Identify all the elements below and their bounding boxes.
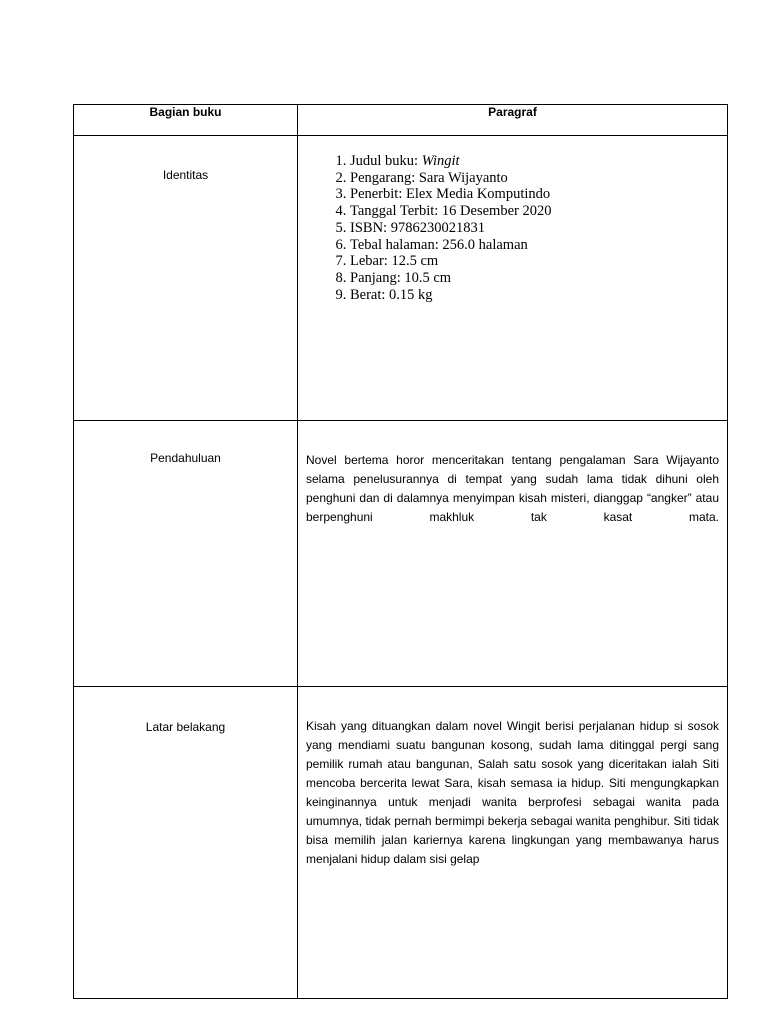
identity-item-text: Pengarang: Sara Wijayanto: [350, 169, 508, 186]
background-label: Latar belakang: [145, 720, 226, 734]
identity-item-text: Berat: 0.15 kg: [350, 286, 433, 303]
header-paragraf: Paragraf: [298, 105, 728, 136]
identity-item-text: Judul buku:: [350, 153, 422, 169]
introduction-label-cell: [74, 421, 298, 687]
identity-item-text: Panjang: 10.5 cm: [350, 269, 452, 286]
list-item: [350, 287, 727, 304]
identity-item-text: ISBN: 9786230021831: [350, 219, 485, 236]
identity-row: [74, 136, 728, 421]
background-paragraph: Kisah yang dituangkan dalam novel Wingit berisi perjalanan hidup si sosok yang mendiami suatu bangunan kosong, sudah lama ditinggal pergi sang pemilik rumah atau bangunan, Salah satu sosok yang diceritakan ialah Siti mencoba bercerita lewat Sara, kisah semasa ia hidup. Siti mengungkapkan keinginannya untuk menjadi wanita berprofesi sebagai wanita pada umumnya, tidak pernah bermimpi bekerja sebagai wanita penghibur. Siti tidak bisa memilih jalan kariernya karena lingkungan yang membawanya harus menjalani hidup dalam sisi gelap: [306, 719, 719, 866]
list-item: [350, 253, 727, 270]
book-review-table: [73, 104, 728, 999]
introduction-label: Pendahuluan: [150, 451, 221, 465]
list-item: [350, 170, 727, 187]
introduction-content-cell: [298, 421, 728, 687]
identity-item-text: Lebar: 12.5 cm: [350, 253, 439, 270]
list-item: [350, 237, 727, 254]
background-row: [74, 687, 728, 999]
list-item: [350, 153, 727, 170]
list-item: [350, 186, 727, 203]
header-bagian-buku: Bagian buku: [74, 105, 298, 136]
introduction-paragraph: Novel bertema horor menceritakan tentang pengalaman Sara Wijayanto selama penelusurannya di tempat yang sudah lama tidak dihuni oleh penghuni dan di dalamnya menyimpan kisah misteri, dianggap “angker” atau berpenghuni makhluk tak kasat mata.: [306, 453, 719, 524]
identity-item-text: Penerbit: Elex Media Komputindo: [350, 186, 551, 203]
identity-label-cell: [74, 136, 298, 421]
header-row: [74, 105, 728, 136]
background-label-cell: [74, 687, 298, 999]
identity-content-cell: [298, 136, 728, 421]
book-title: Wingit: [421, 153, 460, 169]
list-item: [350, 270, 727, 287]
identity-item-text: Tanggal Terbit: 16 Desember 2020: [350, 203, 552, 220]
background-content-cell: [298, 687, 728, 999]
identity-item-text: Tebal halaman: 256.0 halaman: [350, 236, 528, 253]
introduction-row: [74, 421, 728, 687]
list-item: [350, 203, 727, 220]
list-item: [350, 220, 727, 237]
identity-label: Identitas: [162, 168, 209, 182]
identity-list: [298, 153, 727, 303]
